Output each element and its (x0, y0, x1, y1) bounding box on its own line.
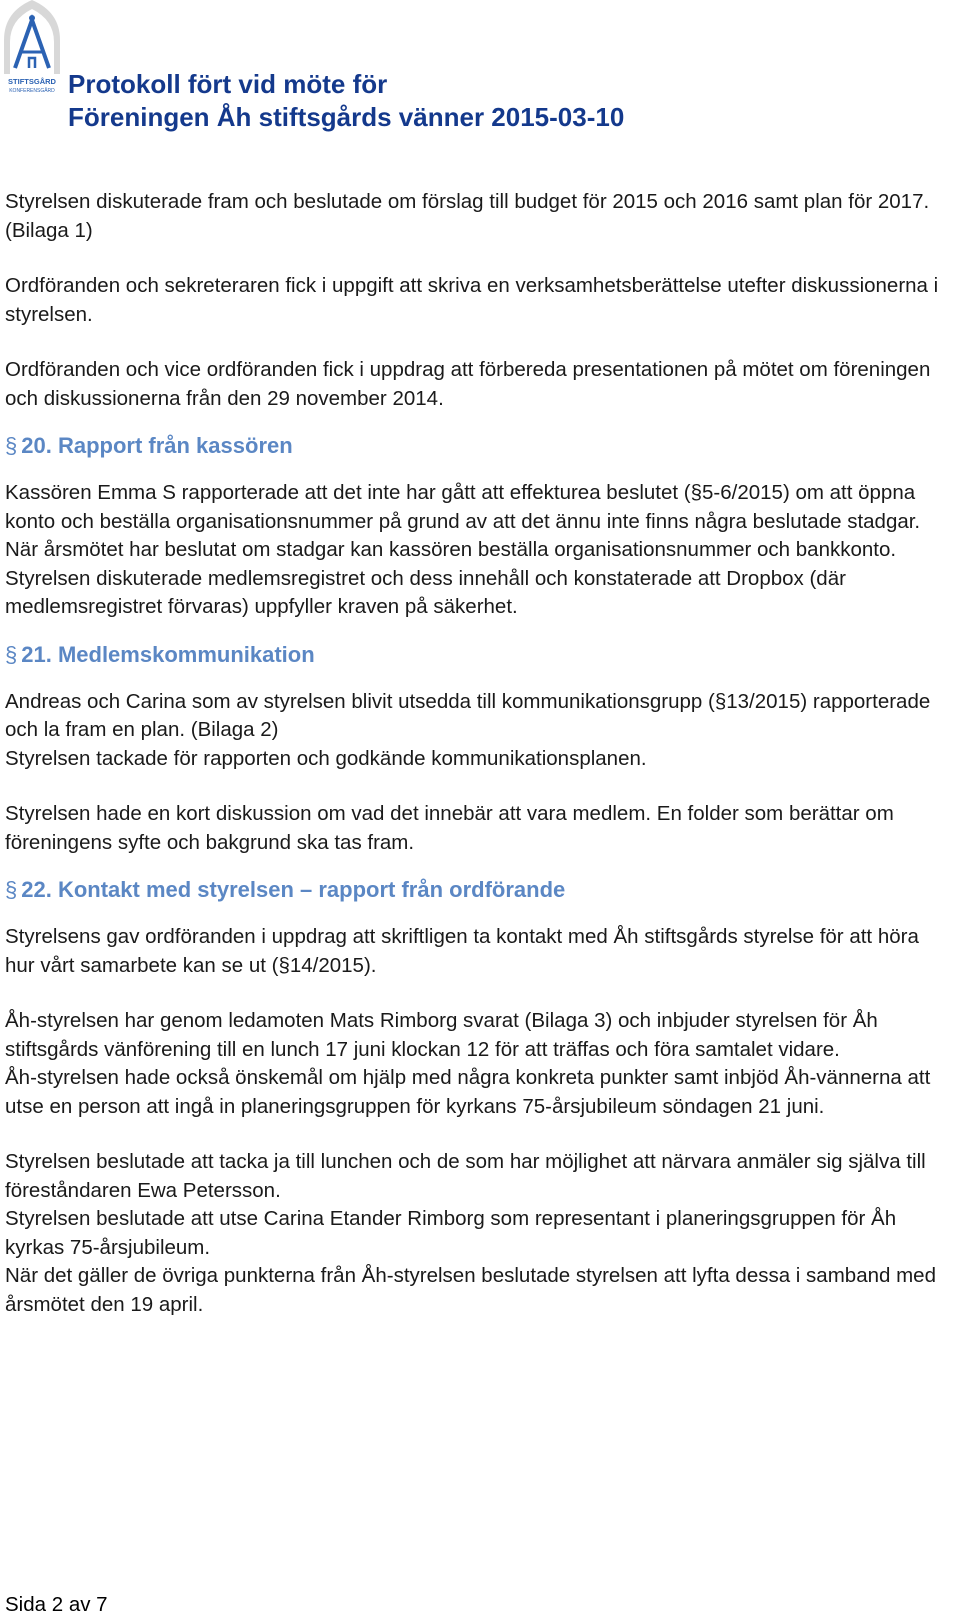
intro-paragraph: Ordföranden och vice ordföranden fick i uppdrag att förbereda presentationen på mötet om föreningen och diskussionerna från den 29 november 2014. (5, 358, 931, 410)
document-body (5, 188, 950, 1319)
section-paragraph: Styrelsen tackade för rapporten och godkände kommunikationsplanen. (5, 746, 647, 770)
title-line-1: Protokoll fört vid möte för (68, 69, 388, 99)
paragraph-mark: § (5, 877, 18, 902)
title-line-2: Föreningen Åh stiftsgårds vänner 2015-03-10 (68, 102, 625, 132)
paragraph-mark: § (5, 433, 18, 458)
section-paragraph: Styrelsens gav ordföranden i uppdrag att skriftligen ta kontakt med Åh stiftsgårds styrelse för att höra hur vårt samarbete kan se ut (§14/2015). (5, 925, 919, 977)
page-number: Sida 2 av 7 (5, 1593, 108, 1616)
section-paragraph: Åh-styrelsen har genom ledamoten Mats Rimborg svarat (Bilaga 3) och inbjuder styrelsen för Åh stiftsgårds vänförening till en lunch 17 juni klockan 12 för att träffas och föra samtalet vidare. (5, 1009, 878, 1061)
svg-text:KONFERENSGÅRD: KONFERENSGÅRD (9, 88, 55, 94)
paragraph-mark: § (5, 641, 18, 667)
section-heading (5, 431, 950, 461)
section-heading-text: 20. Rapport från kassören (21, 433, 293, 458)
section-paragraph: Åh-styrelsen hade också önskemål om hjälp med några konkreta punkter samt inbjöd Åh-vännerna att utse en person att ingå in planeringsgruppen för kyrkans 75-årsjubileum söndagen 21 juni. (5, 1066, 931, 1118)
section-heading (5, 875, 950, 905)
section-heading-text: 22. Kontakt med styrelsen – rapport från ordförande (21, 877, 566, 902)
intro-paragraph: Styrelsen diskuterade fram och beslutade om förslag till budget för 2015 och 2016 samt plan för 2017. (Bilaga 1) (5, 190, 930, 242)
section-paragraph: Andreas och Carina som av styrelsen blivit utsedda till kommunikationsgrupp (§13/2015) rapporterade och la fram en plan. (Bilaga 2) (5, 689, 931, 741)
section-paragraph: När det gäller de övriga punkterna från Åh-styrelsen beslutade styrelsen att lyfta dessa i samband med årsmötet den 19 april. (5, 1264, 936, 1316)
section-paragraph: Styrelsen hade en kort diskussion om vad det innebär att vara medlem. En folder som berättar om föreningens syfte och bakgrund ska tas fram. (5, 802, 894, 854)
section-paragraph: Styrelsen diskuterade medlemsregistret och dess innehåll och konstaterade att Dropbox (där medlemsregistret förvaras) uppfyller kraven på säkerhet. (5, 566, 846, 618)
section-heading (5, 640, 950, 670)
section-paragraph: Kassören Emma S rapporterade att det inte har gått att effekturea beslutet (§5-6/2015) om att öppna konto och beställa organisationsnummer på grund av att det ännu inte finns några beslutade stadgar. (5, 481, 921, 533)
section-paragraph: Styrelsen beslutade att utse Carina Etander Rimborg som representant i planeringsgruppen för Åh kyrkas 75-årsjubileum. (5, 1207, 897, 1259)
section-paragraph: Styrelsen beslutade att tacka ja till lunchen och de som har möjlighet att närvara anmäler sig själva till föreståndaren Ewa Petersson. (5, 1150, 926, 1202)
church-logo-icon (3, 0, 61, 98)
svg-text:STIFTSGÅRD: STIFTSGÅRD (8, 77, 56, 86)
document-title (68, 68, 624, 134)
intro-paragraph: Ordföranden och sekreteraren fick i uppgift att skriva en verksamhetsberättelse utefter diskussionerna i styrelsen. (5, 274, 939, 326)
section-paragraph: När årsmötet har beslutat om stadgar kan kassören beställa organisationsnummer och bankkonto. (5, 538, 897, 561)
section-heading-text: 21. Medlemskommunikation (21, 641, 315, 667)
logo (3, 0, 61, 98)
